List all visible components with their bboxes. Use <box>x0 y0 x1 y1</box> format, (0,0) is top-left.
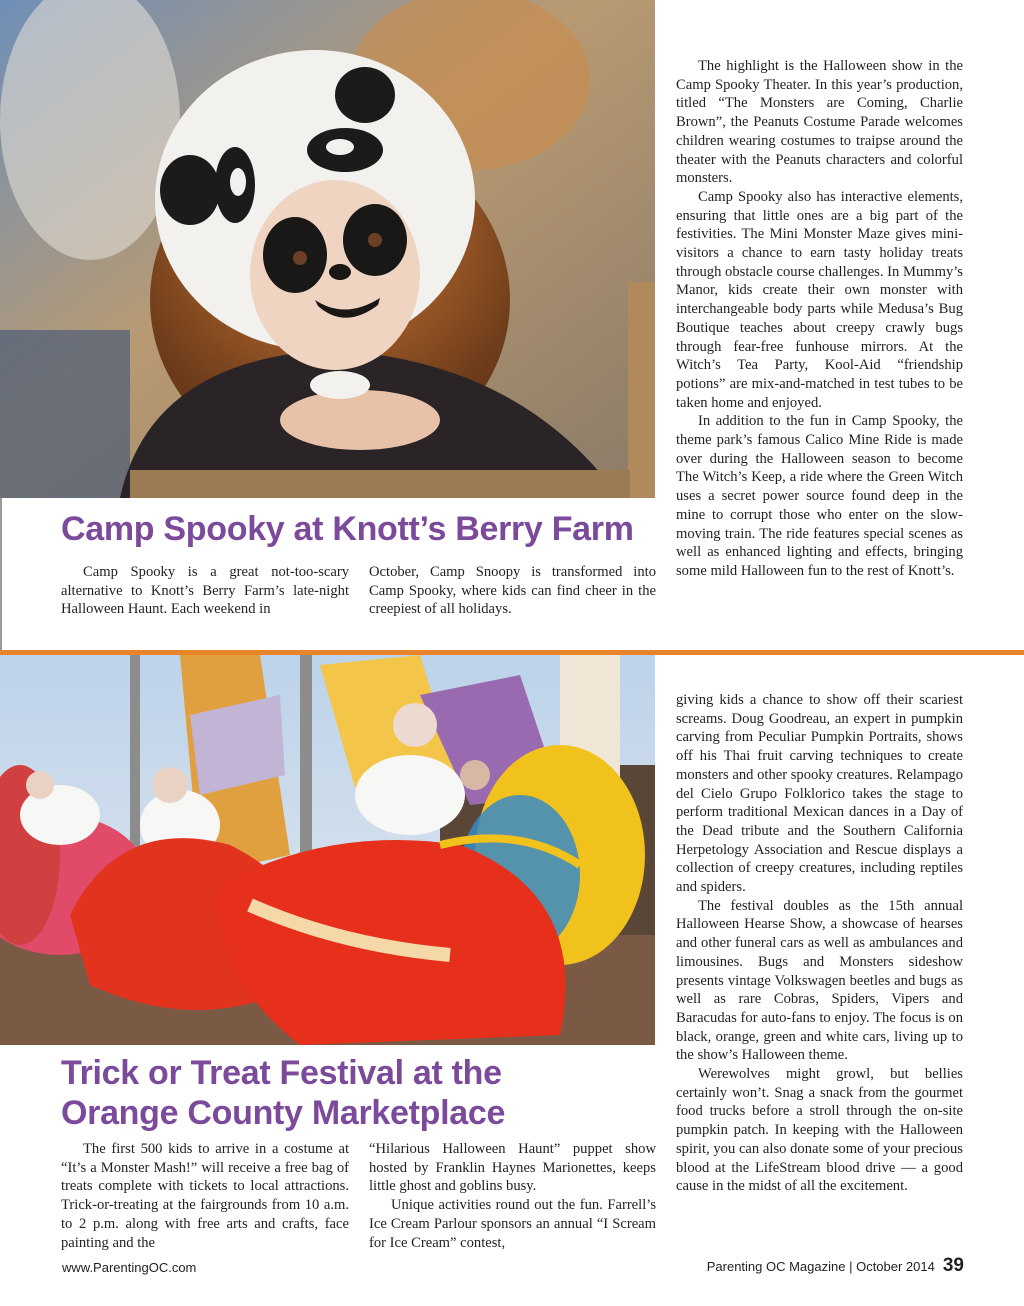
page-footer <box>707 1255 964 1277</box>
paragraph: The highlight is the Halloween show in the Camp Spooky Theater. In this year’s production, titled “The Monsters are Coming, Charlie Brown”, the Peanuts Costume Parade welcomes children wearing costumes to traipse around the theater with the Peanuts characters and colorful monsters. <box>676 58 963 187</box>
paragraph: giving kids a chance to show off their scariest screams. Doug Goodreau, an expert in pumpkin carving from Peculiar Pumpkin Portraits, shows off his Thai fruit carving techniques to create monsters and other spooky creatures. Relampago del Cielo Grupo Folklorico takes the stage to perform traditional Mexican dances in a Day of the Dead tribute and the Southern California Herpetology Association and Rescue displays a collection of creepy creatures, including reptiles and spiders. <box>676 692 963 896</box>
trick-or-treat-column-3 <box>676 691 963 1196</box>
paragraph: Camp Spooky also has interactive elements, ensuring that little ones are a big part of the festivities. The Mini Monster Maze gives mini-visitors a chance to earn tasty holiday treats through obstacle course challenges. In Mummy’s Manor, kids create their own monster with interchangeable body parts while Medusa’s Bug Boutique teaches about creepy crawly bugs through fear-free funhouse mirrors. At the Witch’s Tea Party, Kool-Aid “friendship potions” are mix-and-matched in test tubes to be taken home and enjoyed. <box>676 188 963 411</box>
left-margin-line <box>0 498 2 650</box>
page-number: 39 <box>942 1255 964 1276</box>
paragraph: October, Camp Snoopy is transformed into Camp Spooky, where kids can find cheer in the creepiest of all holidays. <box>369 564 656 618</box>
camp-spooky-column-2 <box>369 563 656 619</box>
website-url[interactable]: www.ParentingOC.com <box>62 1260 197 1275</box>
headline-line: Orange County Marketplace <box>61 1094 506 1132</box>
camp-spooky-column-3 <box>676 57 963 581</box>
paragraph: “Hilarious Halloween Haunt” puppet show hosted by Franklin Haynes Marionettes, keeps little ghost and goblins busy. <box>369 1141 656 1195</box>
panda-costume-photo <box>0 0 655 498</box>
paragraph: The festival doubles as the 15th annual Halloween Hearse Show, a showcase of hearses and other funeral cars as well as ambulances and limousines. Bugs and Monsters sideshow presents vintage Volkswagen beetles and bugs as well as rare Cobras, Spiders, Vipers and Baracudas for auto-fans to enjoy. The focus is on black, orange, green and white cars, living up to the show’s Halloween theme. <box>676 897 963 1064</box>
paragraph: In addition to the fun in Camp Spooky, the theme park’s famous Calico Mine Ride is made over during the Halloween season to become The Witch’s Keep, a ride where the Green Witch uses a secret power source found deep in the mine to corrupt those who enter on the slow-moving train. The ride features special scenes as well as enhanced lighting and effects, bringing some mild Halloween fun to the rest of Knott’s. <box>676 413 963 579</box>
paragraph: The first 500 kids to arrive in a costume at “It’s a Monster Mash!” will receive a free bag of treats complete with tickets to local attractions. Trick-or-treating at the fairgrounds from 10 a.m. to 2 p.m. along with free arts and crafts, face painting and the <box>61 1141 349 1251</box>
magazine-issue: Parenting OC Magazine | October 2014 <box>706 1259 935 1274</box>
paragraph: Camp Spooky is a great not-too-scary alternative to Knott’s Berry Farm’s late-night Halloween Haunt. Each weekend in <box>61 564 349 618</box>
paragraph: Werewolves might growl, but bellies certainly won’t. Snag a snack from the gourmet food trucks before a stroll through the on-site pumpkin patch. In keeping with the Halloween spirit, you can also donate some of your precious blood at the LifeStream blood drive — a good cause in the midst of all the excitement. <box>676 1066 963 1195</box>
paragraph: Unique activities round out the fun. Farrell’s Ice Cream Parlour sponsors an annual “I Scream for Ice Cream” contest, <box>369 1197 656 1251</box>
camp-spooky-column-1 <box>61 563 349 619</box>
trick-or-treat-headline <box>61 1053 505 1133</box>
headline-line: Trick or Treat Festival at the <box>61 1054 502 1092</box>
folklorico-dancers-photo <box>0 655 655 1045</box>
trick-or-treat-column-1 <box>61 1140 349 1252</box>
trick-or-treat-column-2 <box>369 1140 656 1252</box>
camp-spooky-headline: Camp Spooky at Knott’s Berry Farm <box>61 510 634 548</box>
